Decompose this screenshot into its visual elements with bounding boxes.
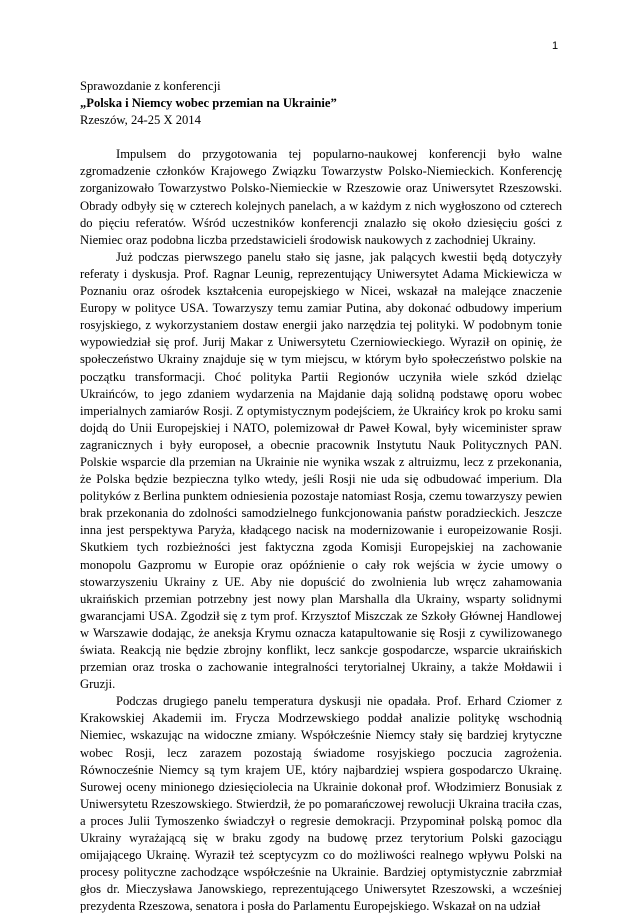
paragraph-intro: Impulsem do przygotowania tej popularno-naukowej konferencji było walne zgromadzenie członków Krajowego Związku Towarzystw Polsko-Niemieckich. Konferencję zorganizowało Towarzystwo Polsko-Niemieckie w Rzeszowie oraz Uniwersytet Rzeszowski. Obrady odbyły się w czterech kolejnych panelach, a w każdym z nich wygłoszono od czterech do pięciu referatów. Wśród uczestników konferencji znalazło się około dziesięciu gości z Niemiec oraz podobna liczba przedstawicieli środowisk naukowych z zachodniej Ukrainy. xyxy=(80,147,562,247)
conference-title: „Polska i Niemcy wobec przemian na Ukrainie” xyxy=(80,96,337,111)
paragraph-first-panel: Już podczas pierwszego panelu stało się jasne, jak palących kwestii będą dotyczyły referaty i dyskusja. Prof. Ragnar Leunig, reprezentujący Uniwersytet Adama Mickiewicza w Poznaniu oraz ośrodek kształcenia europejskiego w Nicei, wskazał na malejące znaczenie Europy w polityce USA. Towarzyszy temu zamiar Putina, aby dokonać odbudowy imperium rosyjskiego, z wykorzystaniem dostaw energii jako narzędzia tej polityki. W podobnym tonie wypowiedział się prof. Jurij Makar z Uniwersytetu Czerniowieckiego. Wyraził on opinię, że społeczeństwo Ukrainy znajduje się w tym miejscu, w którym było społeczeństwo polskie na początku transformacji. Choć polityka Partii Regionów uczyniła wiele szkód dzieląc Ukraińców, to jego zdaniem wydarzenia na Majdanie dają solidną podstawę oporu wobec imperialnych zamiarów Rosji. Z optymistycznym podejściem, że Ukraińcy krok po kroku sami dojdą do Unii Europejskiej i NATO, polemizował dr Paweł Kowal, były wiceminister spraw zagranicznych i były europoseł, a obecnie pracownik Instytutu Nauk Politycznych PAN. Polskie wsparcie dla przemian na Ukrainie nie wynika wszak z altruizmu, lecz z przekonania, że Polska będzie bezpieczna tylko wtedy, jeśli Rosji nie uda się odbudować imperium. Dla polityków z Berlina punktem odniesienia pozostaje natomiast Rosja, czemu towarzyszy pewien brak przekonania do zdolności samodzielnego funkcjonowania państw poradzieckich. Jeszcze inna jest perspektywa Paryża, kładącego nacisk na modernizowanie i europeizowanie Rosji. Skutkiem tych rozbieżności jest faktyczna zgoda Komisji Europejskiej na zachowanie monopolu Gazpromu w Europie oraz opóźnienie o cały rok wejścia w życie umowy o stowarzyszeniu Ukrainy z UE. Aby nie dopuścić do zwolnienia lub wręcz zahamowania ukraińskich przemian potrzebny jest nowy plan Marshalla dla Ukrainy, wsparty solidnymi gwarancjami USA. Zgodził się z tym prof. Krzysztof Miszczak ze Szkoły Głównej Handlowej w Warszawie dodając, że aneksja Krymu oznacza katapultowanie się Rosji z cywilizowanego świata. Reakcją nie będzie zbrojny konflikt, lecz sankcje gospodarcze, wsparcie ukraińskich przemian oraz troska o zachowanie integralności terytorialnej Ukrainy, a także Mołdawii i Gruzji. xyxy=(80,249,562,692)
document-body xyxy=(80,78,562,916)
header-spacer xyxy=(80,129,562,146)
paragraph-second-panel: Podczas drugiego panelu temperatura dyskusji nie opadała. Prof. Erhard Cziomer z Krakowskiej Akademii im. Frycza Modrzewskiego poddał analizie politykę wschodnią Niemiec, wskazując na widoczne zmiany. Współcześnie Niemcy stały się bardziej krytyczne wobec Rosji, lecz zarazem pozostają świadome rosyjskiego poczucia zagrożenia. Równocześnie Niemcy są tym krajem UE, który najbardziej wspiera gospodarczo Ukrainę. Surowej oceny minionego dziesięciolecia na Ukrainie dokonał prof. Włodzimierz Bonusiak z Uniwersytetu Rzeszowskiego. Stwierdził, że po pomarańczowej rewolucji Ukraina traciła czas, a proces Julii Tymoszenko świadczył o regresie demokracji. Przypominał polską pomoc dla Ukrainy wyrażającą się w braku zgody na budowę przez terytorium Polski gazociągu omijającego Ukrainę. Wyraził też sceptycyzm co do możliwości realnego wpływu Polski na procesy polityczne zachodzące współcześnie na Ukrainie. Bardziej optymistycznie zabrzmiał głos dr. Mieczysława Janowskiego, reprezentującego Uniwersytet Rzeszowski, a wcześniej prezydenta Rzeszowa, senatora i posła do Parlamentu Europejskiego. Wskazał on na udział xyxy=(80,694,562,914)
place-date: Rzeszów, 24-25 X 2014 xyxy=(80,113,201,128)
page-number: 1 xyxy=(552,40,559,52)
report-label: Sprawozdanie z konferencji xyxy=(80,79,221,93)
